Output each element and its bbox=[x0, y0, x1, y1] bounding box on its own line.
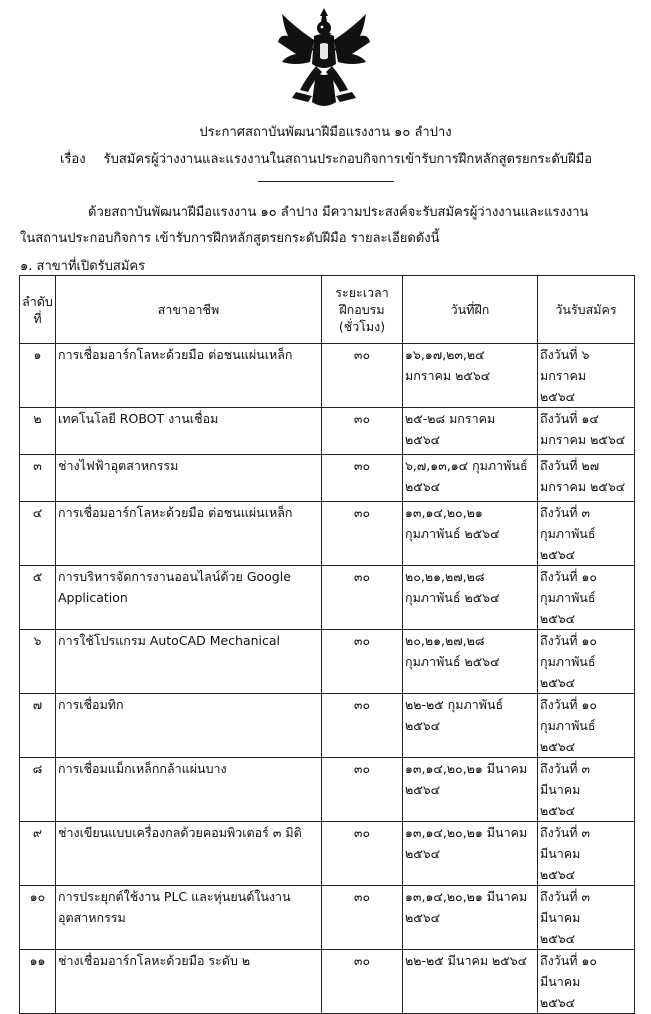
header-hours: ระยะเวลา ฝึกอบรม (ชั่วโมง) bbox=[322, 276, 403, 344]
table-header-row bbox=[20, 276, 635, 344]
table-row bbox=[20, 344, 635, 408]
table-row bbox=[20, 630, 635, 694]
row-number: ๒ bbox=[20, 408, 56, 455]
course-hours: ๓๐ bbox=[322, 502, 403, 566]
row-number: ๑๐ bbox=[20, 886, 56, 950]
course-hours: ๓๐ bbox=[322, 566, 403, 630]
table-row bbox=[20, 502, 635, 566]
course-hours: ๓๐ bbox=[322, 822, 403, 886]
row-number: ๗ bbox=[20, 694, 56, 758]
training-date: ๒๐,๒๑,๒๗,๒๘ กุมภาพันธ์ ๒๕๖๔ bbox=[403, 566, 538, 630]
row-number: ๑ bbox=[20, 344, 56, 408]
registration-period: ถึงวันที่ ๓ มีนาคม ๒๕๖๔ bbox=[538, 758, 635, 822]
registration-period: ถึงวันที่ ๑๐ กุมภาพันธ์ ๒๕๖๔ bbox=[538, 566, 635, 630]
header-course: สาขาอาชีพ bbox=[56, 276, 322, 344]
course-name: ช่างเขียนแบบเครื่องกลด้วยคอมพิวเตอร์ ๓ มิติ bbox=[56, 822, 322, 886]
course-name: การเชื่อมอาร์กโลหะด้วยมือ ต่อชนแผ่นเหล็ก bbox=[56, 502, 322, 566]
training-date: ๑๓,๑๔,๒๐,๒๑ มีนาคม ๒๕๖๔ bbox=[403, 886, 538, 950]
course-name: การเชื่อมทิก bbox=[56, 694, 322, 758]
course-hours: ๓๐ bbox=[322, 758, 403, 822]
subject-label: เรื่อง bbox=[60, 152, 86, 167]
training-date: ๑๓,๑๔,๒๐,๒๑ กุมภาพันธ์ ๒๕๖๔ bbox=[403, 502, 538, 566]
course-name: การประยุกต์ใช้งาน PLC และหุ่นยนต์ในงาน อุตสาหกรรม bbox=[56, 886, 322, 950]
intro-paragraph-line1: ด้วยสถาบันพัฒนาฝีมือแรงงาน ๑๐ ลำปาง มีความประสงค์จะรับสมัครผู้ว่างงานและแรงงาน bbox=[88, 205, 589, 220]
course-name: การใช้โปรแกรม AutoCAD Mechanical bbox=[56, 630, 322, 694]
table-row bbox=[20, 566, 635, 630]
row-number: ๘ bbox=[20, 758, 56, 822]
training-date: ๑๖,๑๗,๒๓,๒๔ มกราคม ๒๕๖๔ bbox=[403, 344, 538, 408]
training-date: ๑๓,๑๔,๒๐,๒๑ มีนาคม ๒๕๖๔ bbox=[403, 758, 538, 822]
courses-table bbox=[19, 275, 635, 1014]
course-name: การบริหารจัดการงานออนไลน์ด้วย Google Application bbox=[56, 566, 322, 630]
table-row bbox=[20, 950, 635, 1014]
registration-period: ถึงวันที่ ๑๐ กุมภาพันธ์ ๒๕๖๔ bbox=[538, 694, 635, 758]
course-hours: ๓๐ bbox=[322, 950, 403, 1014]
row-number: ๖ bbox=[20, 630, 56, 694]
registration-period: ถึงวันที่ ๓ มีนาคม ๒๕๖๔ bbox=[538, 822, 635, 886]
row-number: ๙ bbox=[20, 822, 56, 886]
announcement-subject bbox=[60, 148, 592, 169]
registration-period: ถึงวันที่ ๑๔ มกราคม ๒๕๖๔ bbox=[538, 408, 635, 455]
registration-period: ถึงวันที่ ๑๐ กุมภาพันธ์ ๒๕๖๔ bbox=[538, 630, 635, 694]
header-train-date: วันที่ฝึก bbox=[403, 276, 538, 344]
row-number: ๑๑ bbox=[20, 950, 56, 1014]
training-date: ๒๕-๒๘ มกราคม ๒๕๖๔ bbox=[403, 408, 538, 455]
table-row bbox=[20, 694, 635, 758]
table-row bbox=[20, 822, 635, 886]
course-name: การเชื่อมอาร์กโลหะด้วยมือ ต่อชนแผ่นเหล็ก bbox=[56, 344, 322, 408]
table-row bbox=[20, 455, 635, 502]
registration-period: ถึงวันที่ ๒๗ มกราคม ๒๕๖๔ bbox=[538, 455, 635, 502]
course-hours: ๓๐ bbox=[322, 630, 403, 694]
header-no: ลำดับ ที่ bbox=[20, 276, 56, 344]
course-name: เทคโนโลยี ROBOT งานเชื่อม bbox=[56, 408, 322, 455]
training-date: ๑๓,๑๔,๒๐,๒๑ มีนาคม ๒๕๖๔ bbox=[403, 822, 538, 886]
table-row bbox=[20, 408, 635, 455]
subject-text: รับสมัครผู้ว่างงานและแรงงานในสถานประกอบกิจการเข้ารับการฝึกหลักสูตรยกระดับฝีมือ bbox=[103, 152, 593, 167]
course-name: ช่างเชื่อมอาร์กโลหะด้วยมือ ระดับ ๒ bbox=[56, 950, 322, 1014]
course-hours: ๓๐ bbox=[322, 886, 403, 950]
header-register: วันรับสมัคร bbox=[538, 276, 635, 344]
training-date: ๒๐,๒๑,๒๗,๒๘ กุมภาพันธ์ ๒๕๖๔ bbox=[403, 630, 538, 694]
section-title: ๑. สาขาที่เปิดรับสมัคร bbox=[20, 259, 146, 274]
course-name: การเชื่อมแม็กเหล็กกล้าแผ่นบาง bbox=[56, 758, 322, 822]
training-date: ๖,๗,๑๓,๑๔ กุมภาพันธ์ ๒๕๖๔ bbox=[403, 455, 538, 502]
registration-period: ถึงวันที่ ๑๐ มีนาคม ๒๕๖๔ bbox=[538, 950, 635, 1014]
table-row bbox=[20, 758, 635, 822]
garuda-emblem-icon bbox=[276, 6, 372, 114]
announcement-title: ประกาศสถาบันพัฒนาฝีมือแรงงาน ๑๐ ลำปาง bbox=[199, 125, 452, 140]
course-hours: ๓๐ bbox=[322, 455, 403, 502]
course-hours: ๓๐ bbox=[322, 408, 403, 455]
intro-paragraph-line2: ในสถานประกอบกิจการ เข้ารับการฝึกหลักสูตรยกระดับฝีมือ รายละเอียดดังนี้ bbox=[20, 231, 440, 246]
course-name: ช่างไฟฟ้าอุตสาหกรรม bbox=[56, 455, 322, 502]
registration-period: ถึงวันที่ ๓ มีนาคม ๒๕๖๔ bbox=[538, 886, 635, 950]
registration-period: ถึงวันที่ ๖ มกราคม ๒๕๖๔ bbox=[538, 344, 635, 408]
row-number: ๓ bbox=[20, 455, 56, 502]
course-hours: ๓๐ bbox=[322, 344, 403, 408]
row-number: ๕ bbox=[20, 566, 56, 630]
divider bbox=[258, 181, 394, 182]
table-row bbox=[20, 886, 635, 950]
row-number: ๔ bbox=[20, 502, 56, 566]
training-date: ๒๒-๒๕ มีนาคม ๒๕๖๔ bbox=[403, 950, 538, 1014]
registration-period: ถึงวันที่ ๓ กุมภาพันธ์ ๒๕๖๔ bbox=[538, 502, 635, 566]
training-date: ๒๒-๒๕ กุมภาพันธ์ ๒๕๖๔ bbox=[403, 694, 538, 758]
course-hours: ๓๐ bbox=[322, 694, 403, 758]
